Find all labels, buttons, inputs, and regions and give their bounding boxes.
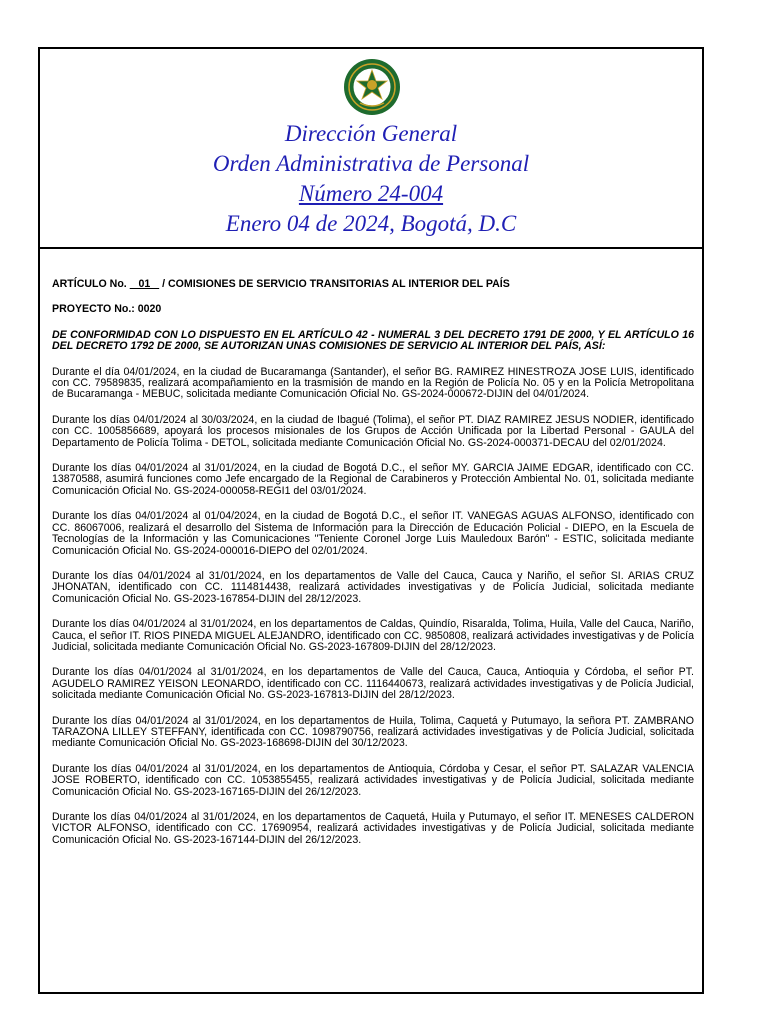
commission-paragraph: Durante el día 04/01/2024, en la ciudad de Bucaramanga (Santander), el señor BG. RAMIREZ HINESTROZA JOSE LUIS, identificado con CC. 79589835, realizará acompañamiento en la trasmisión de mando en la Región de Policía No. 05 y en la Policía Metropolitana de Bucaramanga - MEBUC, solicitada mediante Comunicación Oficial No. GS-2024-000672-DIJIN del 04/01/2024. bbox=[52, 365, 694, 401]
commission-paragraph: Durante los días 04/01/2024 al 31/01/2024, en los departamentos de Caquetá, Huila y Putumayo, el señor IT. MENESES CALDERON VICTOR ALFONSO, identificado con CC. 17690954, realizará actividades investigativas y de Policía Judicial, solicitada mediante Comunicación Oficial No. GS-2023-167144-DIJIN del 26/12/2023. bbox=[52, 811, 694, 846]
article-heading bbox=[52, 279, 694, 290]
title-date: Enero 04 de 2024, Bogotá, D.C bbox=[225, 211, 517, 236]
title-number: Número 24-004 bbox=[298, 181, 444, 206]
document-header bbox=[40, 49, 702, 249]
commission-paragraph: Durante los días 04/01/2024 al 31/01/2024, en los departamentos de Valle del Cauca, Cauca, Antioquia y Córdoba, el señor PT. AGUDELO RAMIREZ YEISON LEONARDO, identificado con CC. 1116440673, realizará actividades investigativas y de Policía Judicial, solicitada mediante Comunicación Oficial No. GS-2023-167813-DIJIN del 28/12/2023. bbox=[52, 666, 694, 702]
commission-paragraph: Durante los días 04/01/2024 al 31/01/2024, en los departamentos de Caldas, Quindío, Risaralda, Tolima, Huila, Valle del Cauca, Nariño, Cauca, el señor IT. RIOS PINEDA MIGUEL ALEJANDRO, identificado con CC. 9850808, realizará actividades investigativas y de Policía Judicial, solicitada mediante Comunicación Oficial No. GS-2023-167809-DIJIN del 28/12/2023. bbox=[52, 618, 694, 653]
commission-paragraph: Durante los días 04/01/2024 al 31/01/2024, en la ciudad de Bogotá D.C., el señor MY. GARCIA JAIME EDGAR, identificado con CC. 13870588, asumirá funciones como Jefe encargado de la Regional de Carabineros y Protección Ambiental No. 01, solicitada mediante Comunicación Oficial No. GS-2024-000058-REGI1 del 03/01/2024. bbox=[52, 462, 694, 497]
document-frame bbox=[38, 47, 704, 994]
document-body bbox=[52, 279, 694, 860]
commission-paragraph: Durante los días 04/01/2024 al 31/01/2024, en los departamentos de Huila, Tolima, Caquetá y Putumayo, la señora PT. ZAMBRANO TARAZONA LILLEY STEFFANY, identificada con CC. 1098790756, realizará actividades investigativas y de Policía Judicial, solicitada mediante Comunicación Oficial No. GS-2023-168698-DIJIN del 30/12/2023. bbox=[52, 714, 694, 750]
commission-paragraph: Durante los días 04/01/2024 al 30/03/2024, en la ciudad de Ibagué (Tolima), el señor PT. DIAZ RAMIREZ JESUS NODIER, identificado con CC. 1005856689, apoyará los procesos misionales de los Grupos de Acción Unificada por la Libertad Personal - GAULA del Departamento de Policía Tolima - DETOL, solicitada mediante Comunicación Oficial No. GS-2024-000371-DECAU del 02/01/2024. bbox=[52, 413, 694, 449]
intro-paragraph: DE CONFORMIDAD CON LO DISPUESTO EN EL ARTÍCULO 42 - NUMERAL 3 DEL DECRETO 1791 DE 2000, Y EL ARTÍCULO 16 DEL DECRETO 1792 DE 2000, SE AUTORIZAN UNAS COMISIONES DE SERVICIO AL INTERIOR DEL PAÍS, ASÍ: bbox=[52, 328, 694, 353]
header-titles bbox=[40, 119, 702, 239]
commission-paragraph: Durante los días 04/01/2024 al 31/01/2024, en los departamentos de Valle del Cauca, Cauca y Nariño, el señor SI. ARIAS CRUZ JHONATAN, identificado con CC. 1114814438, realizará actividades investigativas y de Policía Judicial, solicitada mediante Comunicación Oficial No. GS-2023-167854-DIJIN del 28/12/2023. bbox=[52, 569, 694, 605]
commission-paragraph: Durante los días 04/01/2024 al 31/01/2024, en los departamentos de Antioquia, Córdoba y Cesar, el señor PT. SALAZAR VALENCIA JOSE ROBERTO, identificado con CC. 1053855455, realizará actividades investigativas y de Policía Judicial, solicitada mediante Comunicación Oficial No. GS-2023-167165-DIJIN del 26/12/2023. bbox=[52, 762, 694, 798]
article-number: 01 bbox=[129, 278, 160, 290]
project-number: PROYECTO No.: 0020 bbox=[52, 303, 162, 316]
police-seal-icon bbox=[342, 57, 402, 117]
article-prefix: ARTÍCULO No. bbox=[52, 278, 127, 290]
title-direction: Dirección General bbox=[284, 121, 458, 146]
title-order: Orden Administrativa de Personal bbox=[212, 151, 530, 176]
article-title: / COMISIONES DE SERVICIO TRANSITORIAS AL INTERIOR DEL PAÍS bbox=[162, 278, 510, 290]
commission-paragraph: Durante los días 04/01/2024 al 01/04/2024, en la ciudad de Bogotá D.C., el señor IT. VANEGAS AGUAS ALFONSO, identificado con CC. 86067006, realizará el desarrollo del Sistema de Información para la Dirección de Educación Policial - DIEPO, en la Escuela de Tecnologías de la Información y las Comunicaciones "Teniente Coronel Jorge Luis Mauledoux Barón" - ESTIC, solicitada mediante Comunicación Oficial No. GS-2024-000016-DIEPO del 02/01/2024. bbox=[52, 510, 694, 557]
